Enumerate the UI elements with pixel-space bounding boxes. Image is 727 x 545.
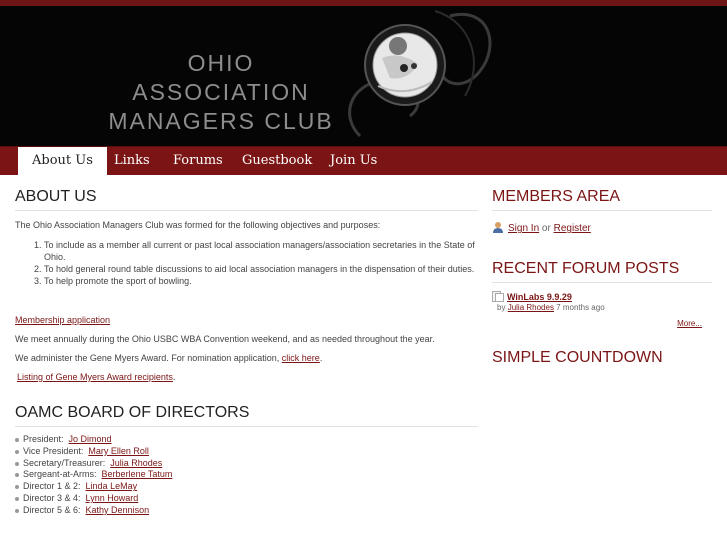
board-role: Director 3 & 4: <box>23 492 81 503</box>
members-login-row <box>492 221 712 235</box>
nav-tab-forums[interactable]: Forums <box>173 153 223 168</box>
objective-item: 1. To include as a member all current or past local association managers/association secretaries in the State of Ohio. <box>44 239 478 263</box>
nav-tab-join-us[interactable]: Join Us <box>330 153 378 168</box>
board-member-row <box>15 481 478 493</box>
board-role: Vice President: <box>23 445 84 456</box>
sign-in-link[interactable]: Sign In <box>508 223 540 234</box>
board-member-link[interactable]: Lynn Howard <box>85 492 139 503</box>
board-list <box>15 434 478 517</box>
nav-tab-links[interactable]: Links <box>114 153 150 168</box>
nav-tab-guestbook[interactable]: Guestbook <box>242 153 313 168</box>
board-member-row <box>15 446 478 458</box>
board-member-row <box>15 434 478 446</box>
document-icon <box>492 291 504 302</box>
award-suffix: . <box>319 353 323 363</box>
about-intro: The Ohio Association Managers Club was formed for the following objectives and purposes: <box>15 220 381 230</box>
board-member-link[interactable]: Jo Dimond <box>68 434 112 444</box>
post-by: by <box>497 303 506 312</box>
board-role: Director 1 & 2: <box>23 481 81 492</box>
meeting-text: We meet annually during the Ohio USBC WBA Convention weekend, and as needed throughout the year. <box>15 334 435 344</box>
board-role: Sergeant-at-Arms: <box>23 469 97 480</box>
objective-item: 3. To help promote the sport of bowling. <box>44 275 478 287</box>
post-age: 7 months ago <box>556 303 605 312</box>
board-member-row <box>15 505 478 517</box>
site-title-line-1: OHIO ASSOCIATION <box>132 50 310 105</box>
logo-bowling-emblem-icon <box>340 6 500 146</box>
main-content <box>15 188 478 517</box>
post-author-link[interactable]: Julia Rhodes <box>507 303 554 312</box>
board-member-link[interactable]: Julia Rhodes <box>110 457 163 468</box>
members-area-heading: MEMBERS AREA <box>492 188 712 211</box>
main-navigation <box>0 146 727 175</box>
or-separator: or <box>541 223 551 234</box>
board-role: President: <box>23 434 64 444</box>
objective-item: 2. To hold general round table discussions to aid local association managers in the dispensation of their duties. <box>44 263 478 275</box>
sidebar <box>492 188 712 371</box>
recipients-suffix: . <box>172 372 176 382</box>
board-role: Secretary/Treasurer: <box>23 457 106 468</box>
more-posts-link[interactable]: More... <box>677 319 702 328</box>
award-nomination-link[interactable]: click here <box>281 353 320 363</box>
award-recipients-link[interactable]: Listing of Gene Myers Award recipients <box>17 372 173 382</box>
recipients-paragraph <box>15 371 478 383</box>
about-heading: ABOUT US <box>15 188 478 211</box>
nav-tab-about-us[interactable]: About Us <box>18 147 107 175</box>
site-title-line-2: MANAGERS CLUB <box>108 108 334 134</box>
objectives-list <box>44 239 478 287</box>
board-member-row <box>15 469 478 481</box>
board-member-link[interactable]: Kathy Dennison <box>85 504 150 515</box>
register-link[interactable]: Register <box>553 223 591 234</box>
site-header <box>0 6 727 146</box>
user-icon <box>492 221 504 233</box>
award-text: We administer the Gene Myers Award. For nomination application, <box>15 353 282 363</box>
membership-application-link[interactable]: Membership application <box>15 315 111 325</box>
board-member-link[interactable]: Mary Ellen Roll <box>88 445 149 456</box>
forum-post-title-link[interactable]: WinLabs 9.9.29 <box>507 292 572 302</box>
forum-post-meta <box>497 302 712 313</box>
recent-forum-posts-heading: RECENT FORUM POSTS <box>492 260 712 283</box>
board-role: Director 5 & 6: <box>23 504 81 515</box>
board-member-link[interactable]: Linda LeMay <box>85 481 138 492</box>
forum-post <box>492 291 712 313</box>
board-member-link[interactable]: Berberlene Tatum <box>101 469 173 480</box>
award-paragraph <box>15 352 478 364</box>
site-title[interactable] <box>98 49 344 136</box>
board-heading: OAMC BOARD OF DIRECTORS <box>15 404 478 427</box>
board-member-row <box>15 458 478 470</box>
board-member-row <box>15 493 478 505</box>
simple-countdown-heading: SIMPLE COUNTDOWN <box>492 349 663 366</box>
more-posts-row <box>492 319 712 328</box>
